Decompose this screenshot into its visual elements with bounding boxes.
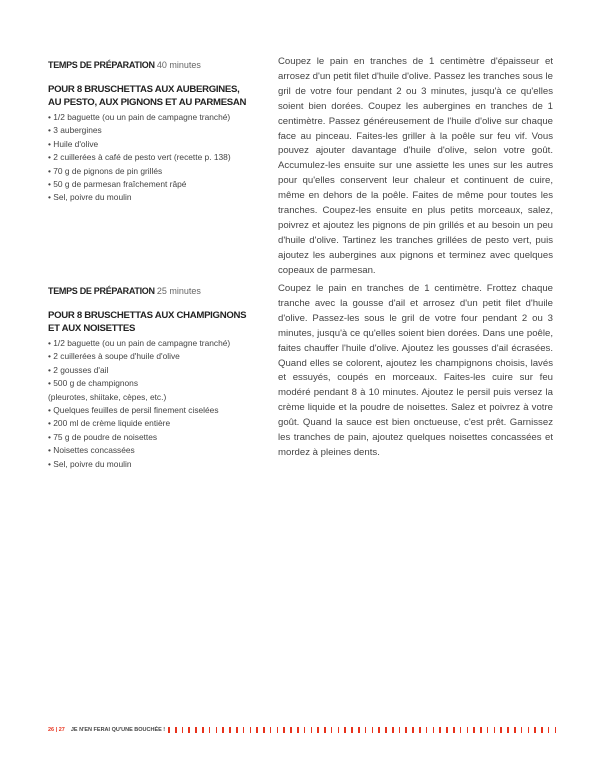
tick-mark	[243, 727, 245, 733]
ingredient: • 1/2 baguette (ou un pain de campagne tranché)	[48, 337, 268, 350]
tick-mark	[405, 727, 407, 733]
prep-minutes: 40 minutes	[156, 60, 201, 70]
ingredient-list	[48, 111, 268, 205]
page-footer	[48, 727, 556, 733]
tick-mark	[460, 727, 462, 733]
ingredient: • 3 aubergines	[48, 124, 268, 137]
tick-mark	[283, 727, 285, 733]
ingredient: • 2 gousses d'ail	[48, 364, 268, 377]
ingredient: • Noisettes concassées	[48, 444, 268, 457]
tick-mark	[229, 727, 231, 733]
title-line: POUR 8 BRUSCHETTAS AUX CHAMPIGNONS	[48, 310, 247, 321]
tick-mark	[290, 727, 292, 733]
ingredient: • Sel, poivre du moulin	[48, 191, 268, 204]
tick-mark	[338, 727, 340, 733]
tick-mark	[188, 727, 190, 733]
ingredient: • 1/2 baguette (ou un pain de campagne tranché)	[48, 111, 268, 124]
title-line: POUR 8 BRUSCHETTAS AUX AUBERGINES,	[48, 84, 240, 95]
tick-mark	[195, 727, 197, 733]
tick-mark	[433, 727, 435, 733]
tick-mark	[399, 727, 401, 733]
tick-mark	[372, 727, 374, 733]
tick-mark	[277, 727, 279, 733]
ingredient-list	[48, 337, 268, 471]
tick-mark	[528, 727, 530, 733]
tick-mark	[216, 727, 218, 733]
ingredient-note: (pleurotes, shiitake, cèpes, etc.)	[48, 391, 167, 402]
tick-mark	[378, 727, 380, 733]
prep-label: TEMPS DE PRÉPARATION	[48, 60, 155, 70]
tick-mark	[317, 727, 319, 733]
ingredient: • 70 g de pignons de pin grillés	[48, 165, 268, 178]
tick-mark	[202, 727, 204, 733]
tick-mark	[209, 727, 211, 733]
tick-mark	[324, 727, 326, 733]
tick-mark	[494, 727, 496, 733]
tick-mark	[175, 727, 177, 733]
tick-mark	[541, 727, 543, 733]
tick-mark	[500, 727, 502, 733]
book-title: JE N'EN FERAI QU'UNE BOUCHÉE !	[70, 727, 166, 733]
title-line: AU PESTO, AUX PIGNONS ET AU PARMESAN	[48, 96, 247, 108]
tick-mark	[358, 727, 360, 733]
tick-mark	[392, 727, 394, 733]
ingredient: • 500 g de champignons	[48, 377, 268, 390]
tick-mark	[514, 727, 516, 733]
prep-time	[48, 286, 268, 296]
tick-mark	[344, 727, 346, 733]
recipe-2-ingredients	[48, 286, 268, 471]
tick-mark	[236, 727, 238, 733]
ingredient: • Quelques feuilles de persil finement ciselées	[48, 404, 268, 417]
tick-mark	[250, 727, 252, 733]
tick-mark	[168, 727, 170, 733]
tick-mark	[351, 727, 353, 733]
tick-mark	[182, 727, 184, 733]
decorative-ticks	[168, 727, 556, 733]
recipe-2-method: Coupez le pain en tranches de 1 centimètre. Frottez chaque tranche avec la gousse d'ail et arrosez d'un petit filet d'huile d'olive. Passez-les sous le gril de votre four pendant 2 ou 3 minutes, jusqu'à ce qu'elles soient bien dorées. Dans une poêle, faites chauffer l'huile d'olive. Ajoutez les gousses d'ail écrasées. Quand elles se colorent, ajoutez les champignons choisis, lavés et essuyés, coupés en morceaux. Faites-les cuire sur feu modéré pendant 8 à 10 minutes. Ajoutez le persil puis versez la crème liquide et la poudre de noisettes. Salez et poivrez à votre goût. Quand la sauce est bien onctueuse, c'est prêt. Garnissez les tranches de pain, ajoutez quelques noisettes concassées et mordez à pleines dents.	[278, 283, 553, 458]
recipe-1-method: Coupez le pain en tranches de 1 centimètre d'épaisseur et arrosez d'un petit filet d'huile d'olive. Passez les tranches sous le gril de votre four pendant 2 ou 3 minutes, jusqu'à ce qu'elles soient bien dorées. Coupez les aubergines en tranches de 1 centimètre. Passez généreusement de l'huile d'olive sur chaque face au pinceau. Faites-les griller à la poêle sur feu vif. Vous pouvez ajouter davantage d'huile d'olive, selon votre goût. Accumulez-les ensuite sur une assiette les unes sur les autres pour qu'elles conservent leur chaleur et continuent de cuire, même en dehors de la poêle. Faites de même pour toutes les tranches. Coupez-les ensuite en plus petits morceaux, salez, poivrez et ajoutez les pignons de pin grillés et au besoin un peu d'huile d'olive. Tartinez les tranches grillées de pesto vert, puis ajoutez les aubergines aux pignons et terminez avec quelques copeaux de parmesan.	[278, 56, 553, 276]
page-numbers: 26 | 27	[48, 727, 65, 733]
tick-mark	[480, 727, 482, 733]
ingredient: • 2 cuillerées à soupe d'huile d'olive	[48, 350, 268, 363]
recipe-1-ingredients	[48, 60, 268, 205]
tick-mark	[304, 727, 306, 733]
ingredient: • 75 g de poudre de noisettes	[48, 431, 268, 444]
tick-mark	[487, 727, 489, 733]
ingredient: • Huile d'olive	[48, 138, 268, 151]
ingredient: • 200 ml de crème liquide entière	[48, 417, 268, 430]
tick-mark	[331, 727, 333, 733]
tick-mark	[412, 727, 414, 733]
tick-mark	[426, 727, 428, 733]
tick-mark	[534, 727, 536, 733]
tick-mark	[446, 727, 448, 733]
tick-mark	[521, 727, 523, 733]
tick-mark	[256, 727, 258, 733]
tick-mark	[385, 727, 387, 733]
tick-mark	[419, 727, 421, 733]
ingredient: • 2 cuillerées à café de pesto vert (recette p. 138)	[48, 151, 268, 164]
tick-mark	[297, 727, 299, 733]
title-line: ET AUX NOISETTES	[48, 322, 136, 334]
tick-mark	[270, 727, 272, 733]
prep-minutes: 25 minutes	[156, 286, 201, 296]
ingredient: • Sel, poivre du moulin	[48, 458, 268, 471]
prep-label: TEMPS DE PRÉPARATION	[48, 286, 155, 296]
tick-mark	[473, 727, 475, 733]
recipe-title	[48, 84, 268, 109]
tick-mark	[439, 727, 441, 733]
recipe-title	[48, 310, 268, 335]
tick-mark	[548, 727, 550, 733]
tick-mark	[453, 727, 455, 733]
tick-mark	[507, 727, 509, 733]
tick-mark	[311, 727, 313, 733]
tick-mark	[555, 727, 557, 733]
tick-mark	[263, 727, 265, 733]
tick-mark	[222, 727, 224, 733]
tick-mark	[365, 727, 367, 733]
ingredient: • 50 g de parmesan fraîchement râpé	[48, 178, 268, 191]
tick-mark	[467, 727, 469, 733]
prep-time	[48, 60, 268, 70]
